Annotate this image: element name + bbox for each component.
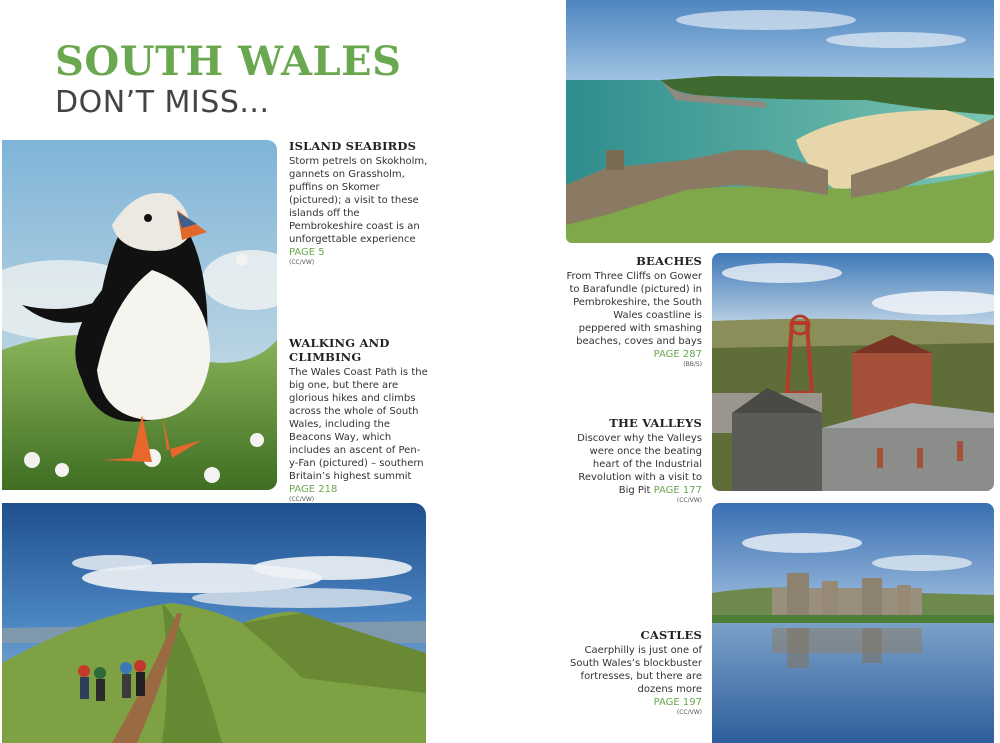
island-seabirds-page-link[interactable]: PAGE 5	[289, 247, 325, 258]
walking-climbing-block	[289, 336, 429, 503]
island-seabirds-heading: ISLAND SEABIRDS	[289, 139, 417, 153]
walking-climbing-body-text: The Wales Coast Path is the big one, but there are glorious hikes and climbs across the whole of South Wales, including the Beacons Way, which includes an ascent of Pen-y-Fan (pictured) – southern Britain’s highest summit	[289, 367, 428, 482]
beaches-block	[566, 254, 702, 368]
walking-climbing-credit: (CC/VW)	[289, 496, 315, 503]
valleys-heading: THE VALLEYS	[609, 416, 702, 430]
beaches-body	[566, 270, 702, 361]
puffin-photo	[2, 140, 277, 490]
castles-body: Caerphilly is just one of South Wales’s blockbuster fortresses, but there are dozens more	[570, 645, 702, 695]
beaches-body-text: From Three Cliffs on Gower to Barafundle (pictured) in Pembrokeshire, the South Wales coastline is peppered with smashing beaches, coves and bays	[566, 271, 702, 347]
island-seabirds-block	[289, 139, 429, 266]
beaches-page-link[interactable]: PAGE 287	[653, 349, 702, 360]
island-seabirds-body: Storm petrels on Skokholm, gannets on Grassholm, puffins on Skomer (pictured); a visit to these islands off the Pembrokeshire coast is an unforgettable experience	[289, 156, 428, 245]
castles-page-link[interactable]: PAGE 197	[653, 697, 702, 708]
island-seabirds-credit: (CC/VW)	[289, 259, 315, 266]
beaches-credit: (BB/S)	[683, 361, 702, 368]
castles-heading: CASTLES	[640, 628, 702, 642]
big-pit-valleys-photo	[712, 253, 994, 491]
castles-block	[560, 628, 702, 716]
page-title: SOUTH WALES	[55, 38, 402, 85]
pen-y-fan-photo	[2, 503, 426, 743]
beaches-heading: BEACHES	[636, 254, 702, 268]
walking-climbing-heading: WALKING AND CLIMBING	[289, 336, 390, 364]
valleys-credit: (CC/VW)	[676, 497, 702, 504]
caerphilly-castle-photo	[712, 503, 994, 743]
castles-credit: (CC/VW)	[676, 709, 702, 716]
valleys-block	[560, 416, 702, 504]
barafundle-beach-photo	[566, 0, 994, 243]
walking-climbing-body	[289, 366, 429, 496]
walking-climbing-page-link[interactable]: PAGE 218	[289, 484, 338, 495]
valleys-body-text: Discover why the Valleys were once the beating heart of the Industrial Revolution with a visit to Big Pit	[577, 433, 702, 496]
valleys-page-link[interactable]: PAGE 177	[653, 485, 702, 496]
valleys-body	[560, 432, 702, 497]
page-subtitle: DON’T MISS...	[55, 85, 270, 120]
